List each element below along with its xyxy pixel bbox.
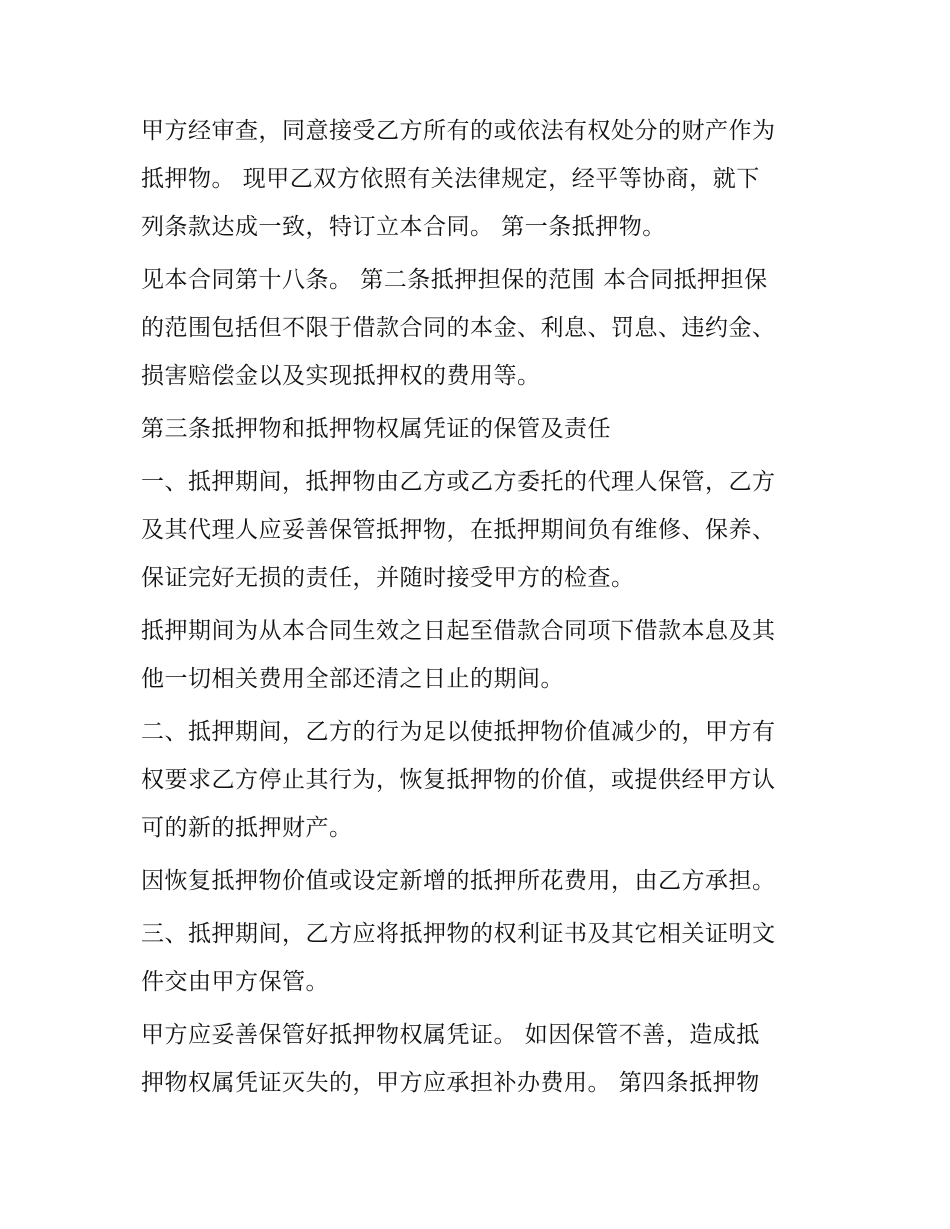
text-line: 及其代理人应妥善保管抵押物，在抵押期间负有维修、保养、	[141, 517, 776, 543]
text-line: 保证完好无损的责任，并随时接受甲方的检查。	[141, 565, 635, 591]
document-body	[141, 107, 821, 1107]
text-line: 他一切相关费用全部还清之日止的期间。	[141, 666, 564, 692]
text-line: 权要求乙方停止其行为，恢复抵押物的价值，或提供经甲方认	[141, 767, 776, 793]
text-line: 的范围包括但不限于借款合同的本金、利息、罚息、违约金、	[141, 315, 776, 341]
text-line: 一、抵押期间，抵押物由乙方或乙方委托的代理人保管，乙方	[141, 469, 776, 495]
text-line: 损害赔偿金以及实现抵押权的费用等。	[141, 363, 541, 389]
text-line: 押物权属凭证灭失的，甲方应承担补办费用。 第四条抵押物	[141, 1070, 760, 1096]
text-line: 甲方应妥善保管好抵押物权属凭证。 如因保管不善，造成抵	[141, 1022, 760, 1048]
text-line: 因恢复抵押物价值或设定新增的抵押所花费用，由乙方承担。	[141, 868, 776, 894]
text-line: 抵押物。 现甲乙双方依照有关法律规定，经平等协商，就下	[141, 166, 760, 192]
text-line: 可的新的抵押财产。	[141, 815, 353, 841]
text-line: 甲方经审查，同意接受乙方所有的或依法有权处分的财产作为	[141, 118, 776, 144]
text-line: 三、抵押期间，乙方应将抵押物的权利证书及其它相关证明文	[141, 921, 776, 947]
text-line: 第三条抵押物和抵押物权属凭证的保管及责任	[141, 416, 611, 442]
text-line: 见本合同第十八条。 第二条抵押担保的范围 本合同抵押担保	[141, 267, 768, 293]
text-line: 二、抵押期间，乙方的行为足以使抵押物价值减少的，甲方有	[141, 719, 776, 745]
text-line: 件交由甲方保管。	[141, 969, 329, 995]
text-line: 抵押期间为从本合同生效之日起至借款合同项下借款本息及其	[141, 618, 776, 644]
text-line: 列条款达成一致，特订立本合同。 第一条抵押物。	[141, 214, 666, 240]
